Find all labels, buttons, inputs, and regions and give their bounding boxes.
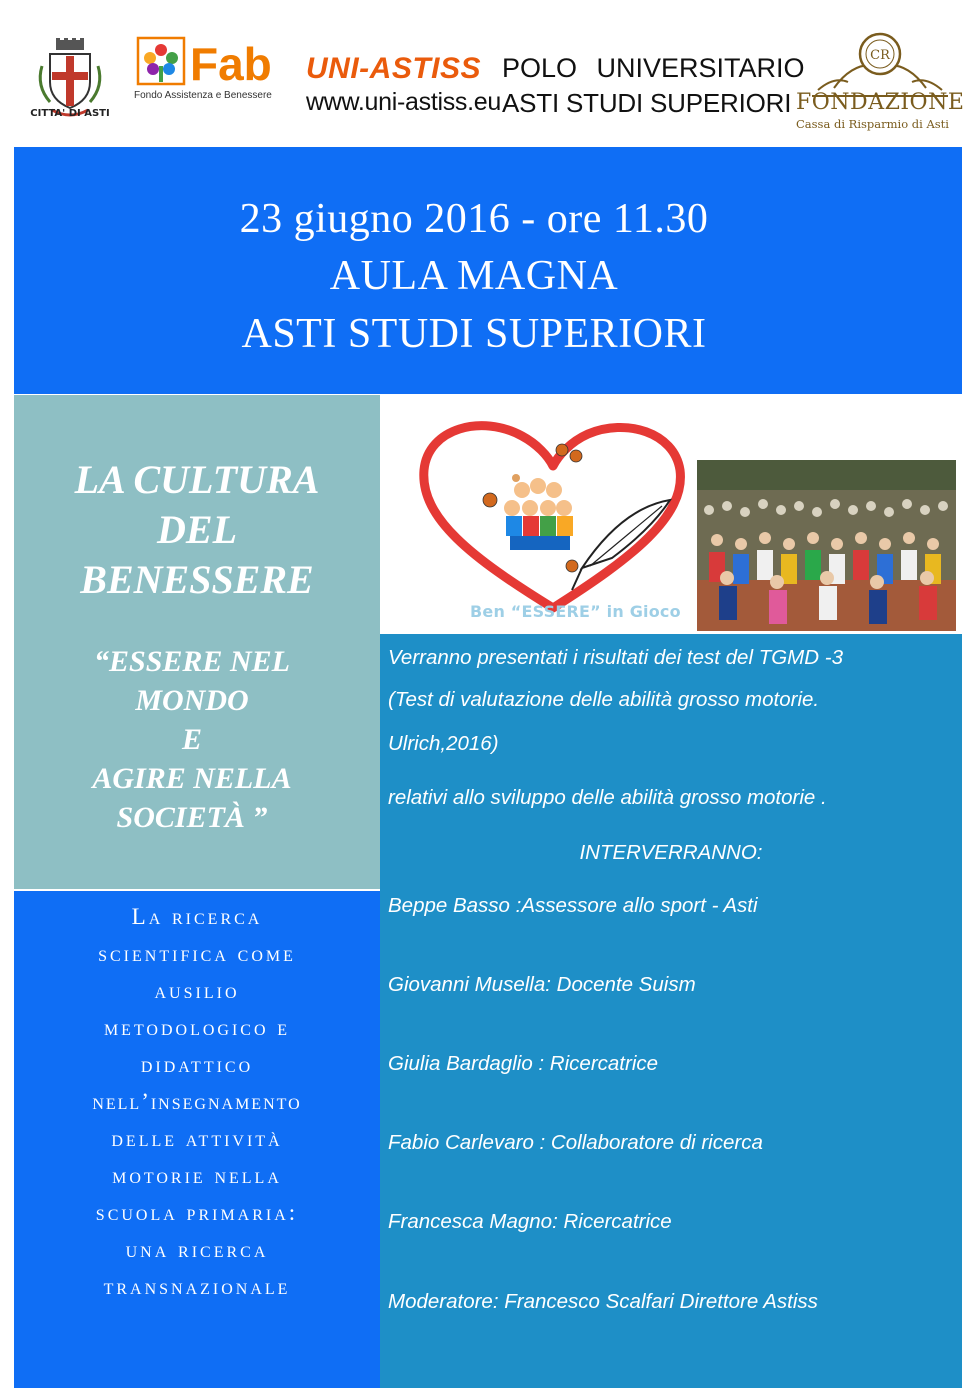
speaker-item: Francesca Magno: Ricercatrice (388, 1210, 672, 1233)
quote-line: SOCIETÀ ” (116, 801, 268, 834)
research-line: scientifica come (98, 941, 296, 966)
header (0, 0, 974, 145)
heart-logo-image (412, 408, 694, 620)
logo-caption: Ben “ESSERE” in Gioco (470, 602, 681, 621)
city-name: CITTA' DI ASTI (30, 108, 110, 119)
research-line: metodologico e (103, 1015, 291, 1040)
research-line: motorie nella (112, 1163, 282, 1188)
research-line: delle attività (111, 1126, 283, 1151)
asti-studi-superiori: ASTI STUDI SUPERIORI (502, 88, 792, 118)
event-host: ASTI STUDI SUPERIORI (241, 311, 707, 357)
research-line: una ricerca (125, 1237, 269, 1262)
quote-line: MONDO (135, 684, 249, 717)
research-line: La ricerca (131, 904, 263, 929)
speaker-item: Giulia Bardaglio : Ricercatrice (388, 1052, 659, 1075)
uni-astiss-name: UNI-ASTISS (306, 52, 482, 85)
quote-line: AGIRE NELLA (92, 762, 292, 795)
fondazione-name: FONDAZIONE (796, 90, 965, 115)
intro-text: Verranno presentati i risultati dei test del TGMD -3 (388, 646, 843, 669)
speaker-item: Giovanni Musella: Docente Suism (388, 973, 696, 996)
research-line: scuola primaria: (95, 1200, 299, 1225)
moderator-item: Moderatore: Francesco Scalfari Direttore Astiss (388, 1290, 818, 1313)
fondazione-emblem-text: CR (870, 48, 890, 63)
title-line: LA CULTURA (74, 457, 320, 502)
intro-text: relativi allo sviluppo delle abilità grosso motorie . (388, 786, 827, 809)
title-line: DEL (157, 507, 237, 552)
speaker-item: Beppe Basso :Assessore allo sport - Asti (388, 894, 758, 917)
quote-line: “ESSERE NEL (94, 645, 290, 678)
fab-logo-text: Fab (190, 38, 272, 90)
crowd-photo-image (697, 460, 956, 631)
event-date-time: 23 giugno 2016 - ore 11.30 (239, 196, 709, 242)
polo-universitario: POLO UNIVERSITARIO (502, 53, 805, 83)
research-line: transnazionale (103, 1274, 291, 1299)
fondazione-subtitle: Cassa di Risparmio di Asti (796, 117, 949, 131)
intro-text: (Test di valutazione delle abilità grosso motorie. (388, 688, 820, 711)
quote-line: E (181, 723, 202, 756)
intro-text: Ulrich,2016) (388, 732, 499, 755)
research-line: ausilio (154, 978, 240, 1003)
event-venue: AULA MAGNA (329, 253, 619, 299)
research-line: nell’insegnamento (92, 1089, 302, 1114)
research-line: didattico (140, 1052, 254, 1077)
speaker-item: Fabio Carlevaro : Collaboratore di ricerca (388, 1131, 763, 1154)
fab-tagline: Fondo Assistenza e Benessere (134, 90, 272, 101)
uni-astiss-url: www.uni-astiss.eu (306, 88, 501, 116)
title-line: BENESSERE (80, 557, 314, 602)
speakers-heading: INTERVERRANNO: (579, 841, 763, 864)
